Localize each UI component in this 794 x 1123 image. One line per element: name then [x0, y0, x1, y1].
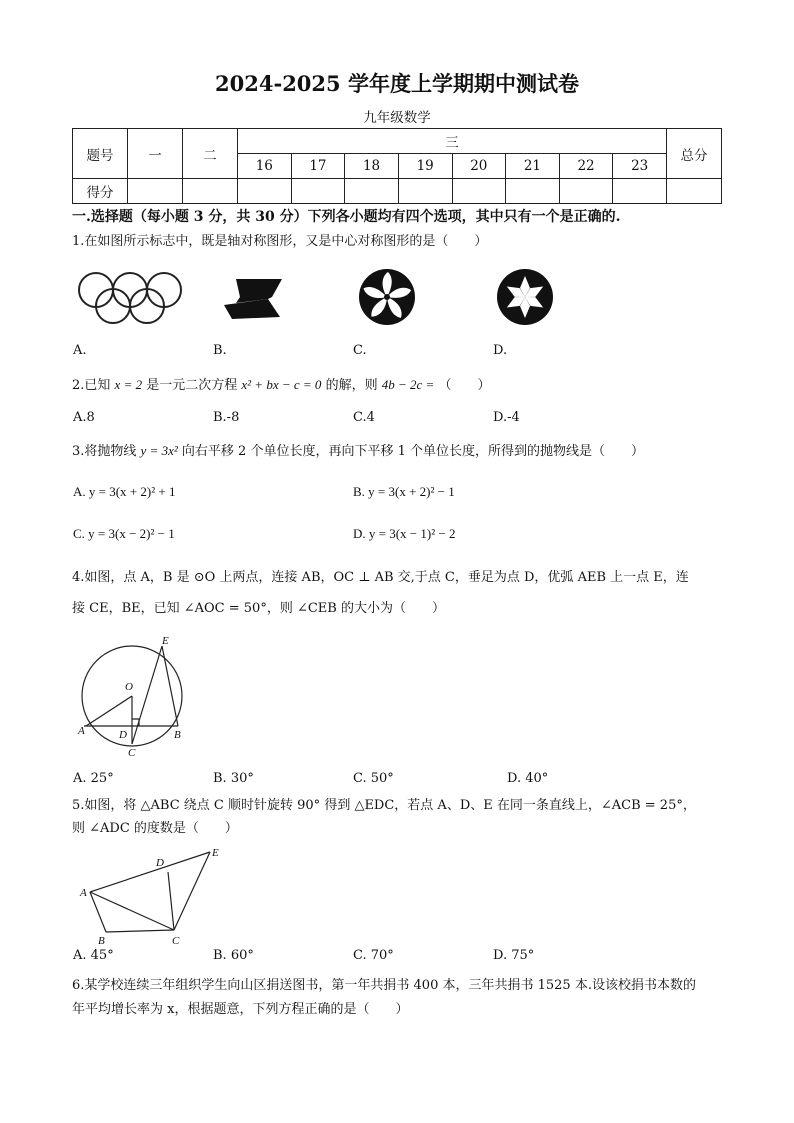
- score-table: [72, 128, 722, 204]
- score-cell[interactable]: [667, 179, 722, 204]
- question-2-option-b[interactable]: B.-8: [213, 410, 240, 425]
- question-3-stem: [72, 440, 644, 463]
- label-c: C: [172, 935, 180, 947]
- label-b: B: [98, 935, 105, 947]
- question-2-option-a[interactable]: A.8: [73, 410, 95, 425]
- score-cell[interactable]: [238, 179, 292, 204]
- question-3-option-b[interactable]: B. y = 3(x + 2)² − 1: [353, 484, 455, 499]
- score-cell[interactable]: [291, 179, 345, 204]
- score-table-part2: 二: [183, 129, 238, 179]
- olympic-rings-logo: [76, 270, 188, 326]
- label-c: C: [128, 747, 136, 759]
- question-5-triangle-figure: [76, 844, 226, 948]
- question-2-text-c: 的解，则: [325, 378, 378, 393]
- label-d: D: [156, 857, 164, 869]
- question-2-eq-poly: x² + bx − c = 0: [241, 377, 322, 392]
- bauhinia-logo: [358, 268, 416, 326]
- score-table-part1: 一: [128, 129, 183, 179]
- question-2-stem: [72, 374, 490, 397]
- score-table-qnum: 18: [345, 154, 399, 179]
- question-1-option-b[interactable]: B.: [213, 343, 227, 358]
- question-2-eq-expr: 4b − 2c =: [381, 377, 435, 392]
- page-title: 2024-2025 学年度上学期期中测试卷: [215, 71, 579, 96]
- question-2-option-d[interactable]: D.-4: [493, 410, 520, 425]
- question-3-parabola: y = 3x²: [140, 443, 178, 458]
- score-table-total: 总分: [667, 129, 722, 179]
- label-o: O: [125, 681, 133, 693]
- question-1-stem: 1.在如图所示标志中，既是轴对称图形，又是中心对称图形的是（ ）: [72, 234, 488, 249]
- score-table-score-label: 得分: [73, 179, 128, 204]
- question-3-option-d[interactable]: D. y = 3(x − 1)² − 2: [353, 526, 456, 541]
- label-e: E: [162, 635, 169, 647]
- score-table-part3: 三: [238, 129, 667, 154]
- question-3-option-c[interactable]: C. y = 3(x − 2)² − 1: [73, 526, 175, 541]
- question-2-text-b: 是一元二次方程: [146, 378, 238, 393]
- question-1-option-c[interactable]: C.: [353, 343, 367, 358]
- question-2-text-a: 2.已知: [72, 378, 111, 393]
- score-table-qnum: 16: [238, 154, 292, 179]
- score-cell[interactable]: [613, 179, 667, 204]
- score-table-qnum: 17: [291, 154, 345, 179]
- question-5-line-2: 则 ∠ADC 的度数是（ ）: [72, 821, 238, 836]
- snowflake-hexagon-logo: [496, 268, 554, 326]
- score-cell[interactable]: [559, 179, 613, 204]
- label-e: E: [212, 847, 219, 859]
- page-subtitle: 九年级数学: [363, 110, 431, 126]
- score-table-header-label: 题号: [73, 129, 128, 179]
- question-5-option-c[interactable]: C. 70°: [353, 948, 394, 963]
- score-cell[interactable]: [506, 179, 560, 204]
- question-1-option-d[interactable]: D.: [493, 343, 508, 358]
- score-cell[interactable]: [183, 179, 238, 204]
- question-3-text-b: 向右平移 2 个单位长度，再向下平移 1 个单位长度，所得到的抛物线是（ ）: [181, 444, 644, 459]
- question-3-text-a: 3.将抛物线: [72, 444, 137, 459]
- section-heading: 一.选择题（每小题 3 分，共 30 分）下列各小题均有四个选项，其中只有一个是正确的.: [72, 209, 621, 225]
- question-5-option-d[interactable]: D. 75°: [493, 948, 535, 963]
- question-4-circle-figure: [76, 632, 196, 764]
- question-2-option-c[interactable]: C.4: [353, 410, 375, 425]
- score-table-qnum: 19: [398, 154, 452, 179]
- label-b: B: [174, 729, 181, 741]
- question-3-option-a[interactable]: A. y = 3(x + 2)² + 1: [73, 484, 176, 499]
- score-cell[interactable]: [452, 179, 506, 204]
- score-table-qnum: 22: [559, 154, 613, 179]
- score-cell[interactable]: [345, 179, 399, 204]
- label-a: A: [78, 725, 85, 737]
- question-5-option-a[interactable]: A. 45°: [73, 948, 114, 963]
- question-2-text-d: （ ）: [438, 378, 491, 393]
- question-1-option-a[interactable]: A.: [73, 343, 87, 358]
- question-4-option-a[interactable]: A. 25°: [73, 771, 114, 786]
- question-6-line-1: 6.某学校连续三年组织学生向山区捐送图书，第一年共捐书 400 本，三年共捐书 1525 本.设该校捐书本数的: [72, 978, 696, 993]
- question-2-eq-x: x = 2: [114, 377, 143, 392]
- suzuki-s-logo: [222, 275, 286, 325]
- question-4-option-d[interactable]: D. 40°: [507, 771, 549, 786]
- question-4-option-c[interactable]: C. 50°: [353, 771, 394, 786]
- question-4-option-b[interactable]: B. 30°: [213, 771, 254, 786]
- question-4-line-1: 4.如图，点 A，B 是 ⊙O 上两点，连接 AB，OC ⊥ AB 交,于点 C，垂足为点 D，优弧 AEB 上一点 E，连: [72, 570, 689, 585]
- score-table-qnum: 20: [452, 154, 506, 179]
- score-cell[interactable]: [128, 179, 183, 204]
- score-table-qnum: 21: [506, 154, 560, 179]
- label-d: D: [119, 729, 127, 741]
- question-6-line-2: 年平均增长率为 x，根据题意，下列方程正确的是（ ）: [72, 1002, 409, 1017]
- question-5-option-b[interactable]: B. 60°: [213, 948, 254, 963]
- score-table-qnum: 23: [613, 154, 667, 179]
- score-cell[interactable]: [398, 179, 452, 204]
- question-5-line-1: 5.如图，将 △ABC 绕点 C 顺时针旋转 90° 得到 △EDC，若点 A、D、E 在同一条直线上，∠ACB = 25°，: [72, 798, 696, 813]
- label-a: A: [80, 887, 87, 899]
- question-4-line-2: 接 CE，BE，已知 ∠AOC = 50°，则 ∠CEB 的大小为（ ）: [72, 601, 445, 616]
